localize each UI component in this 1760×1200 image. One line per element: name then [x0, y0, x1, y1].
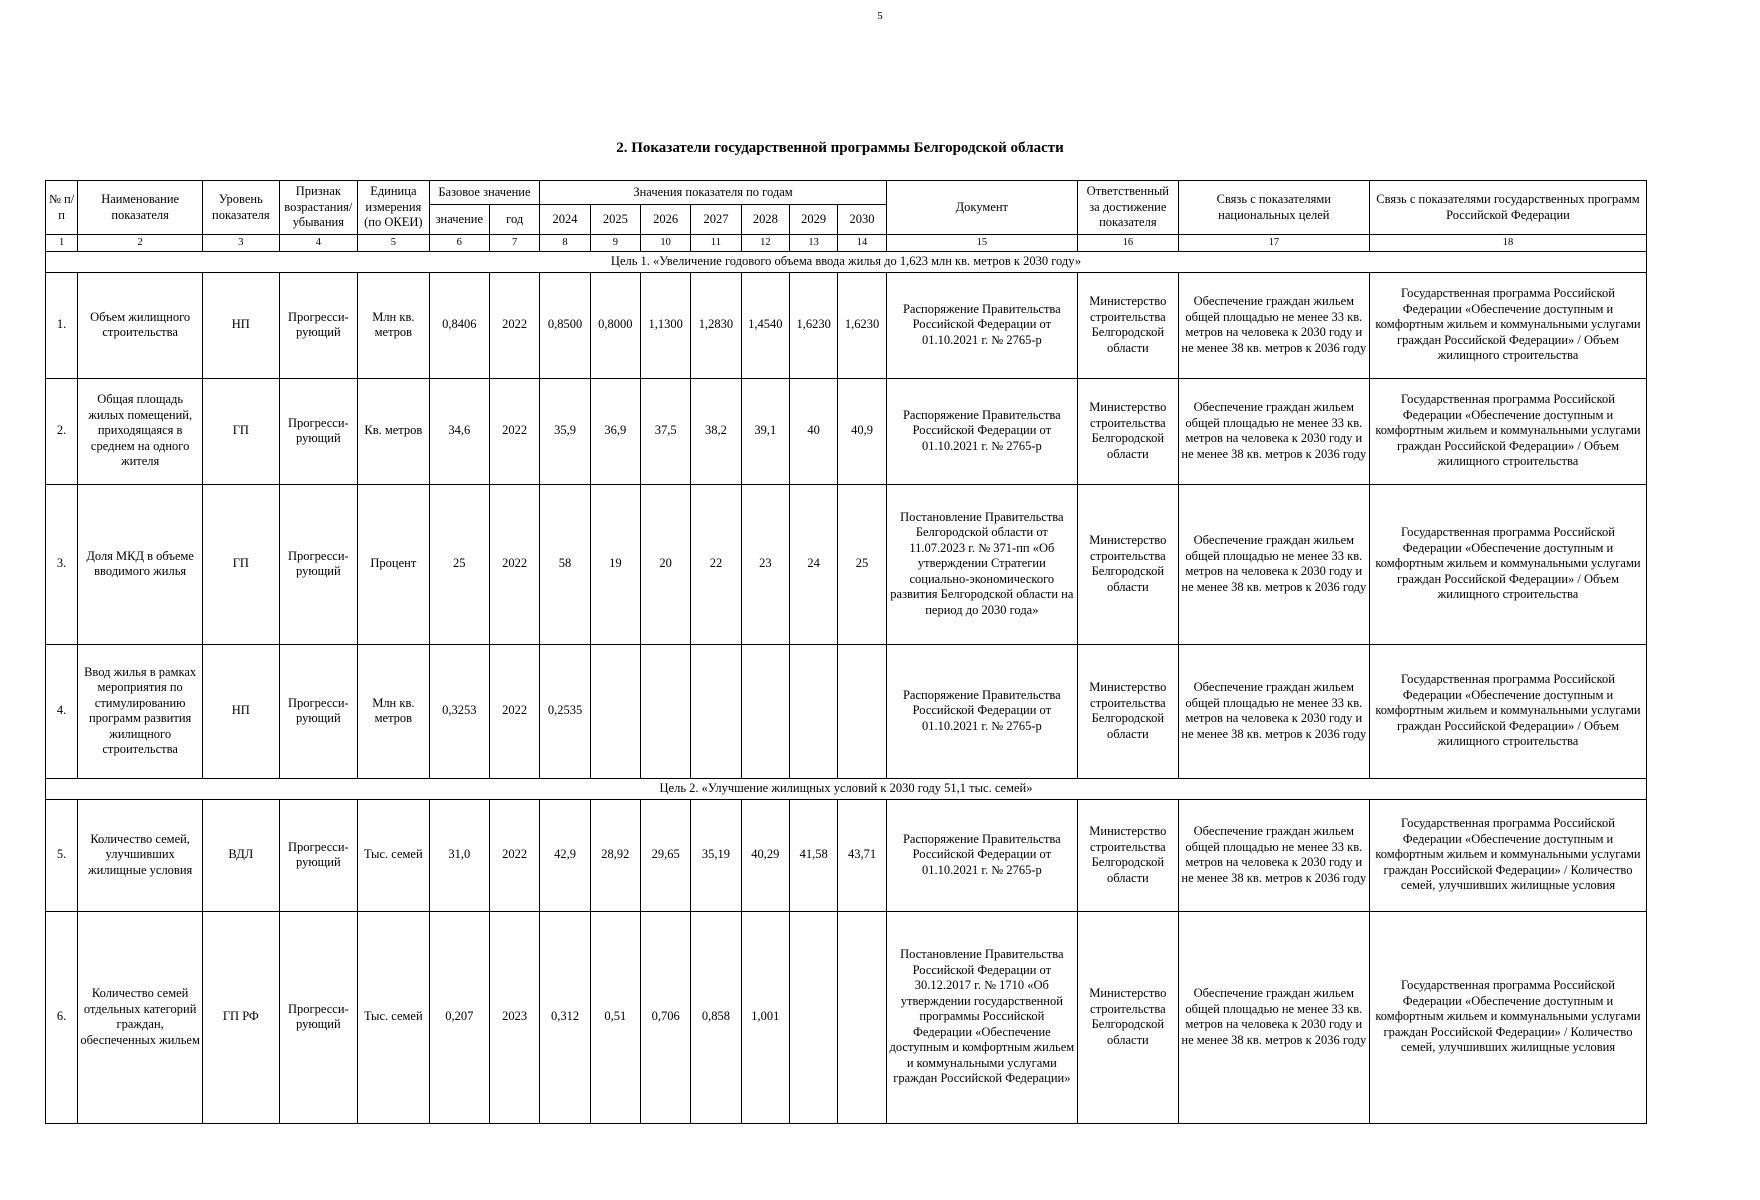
table-row [46, 911, 1647, 1123]
year-value: 28,92 [590, 799, 640, 911]
year-value: 40,29 [741, 799, 789, 911]
national-goal-link: Обеспечение граждан жильем общей площадью не менее 33 кв. метров на человека к 2030 году и не менее 38 кв. метров к 2036 году [1178, 799, 1369, 911]
responsible: Министерство строительства Белгородской области [1078, 911, 1179, 1123]
header-trend: Признак возрастания/ убывания [279, 181, 358, 235]
indicator-name: Объем жилищного строительства [78, 272, 203, 378]
row-number: 2. [46, 378, 78, 484]
federal-program-link: Государственная программа Российской Федерации «Обеспечение доступным и комфортным жильем и коммунальными услугами граждан Российской Федерации» / Количество семей, улучшивших жилищные условия [1369, 911, 1646, 1123]
header-unit: Единица измерения (по ОКЕИ) [358, 181, 429, 235]
header-row [46, 181, 1647, 205]
indicator-trend: Прогресси-рующий [279, 272, 358, 378]
header-year: 2029 [789, 205, 837, 235]
header-year: 2027 [691, 205, 741, 235]
year-value: 40 [789, 378, 837, 484]
indicators-table [45, 180, 1647, 1124]
national-goal-link: Обеспечение граждан жильем общей площадью не менее 33 кв. метров на человека к 2030 году и не менее 38 кв. метров к 2036 году [1178, 484, 1369, 644]
year-value: 58 [540, 484, 590, 644]
year-value: 40,9 [838, 378, 886, 484]
header-base-value: значение [429, 205, 489, 235]
year-value: 39,1 [741, 378, 789, 484]
column-number: 5 [358, 235, 429, 252]
column-number: 4 [279, 235, 358, 252]
year-value: 1,2830 [691, 272, 741, 378]
header-year: 2030 [838, 205, 886, 235]
national-goal-link: Обеспечение граждан жильем общей площадью не менее 33 кв. метров на человека к 2030 году и не менее 38 кв. метров к 2036 году [1178, 644, 1369, 778]
federal-program-link: Государственная программа Российской Федерации «Обеспечение доступным и комфортным жильем и коммунальными услугами граждан Российской Федерации» / Объем жилищного строительства [1369, 484, 1646, 644]
column-number: 14 [838, 235, 886, 252]
header-year: 2026 [641, 205, 691, 235]
year-value: 35,9 [540, 378, 590, 484]
header-responsible: Ответственный за достижение показателя [1078, 181, 1179, 235]
document-ref: Распоряжение Правительства Российской Федерации от 01.10.2021 г. № 2765-р [886, 799, 1077, 911]
base-year: 2022 [490, 378, 540, 484]
base-value: 0,3253 [429, 644, 489, 778]
year-value [838, 644, 886, 778]
base-year: 2022 [490, 272, 540, 378]
year-value: 0,2535 [540, 644, 590, 778]
column-number: 13 [789, 235, 837, 252]
header-year: 2025 [590, 205, 640, 235]
header-year: 2028 [741, 205, 789, 235]
document-ref: Распоряжение Правительства Российской Федерации от 01.10.2021 г. № 2765-р [886, 272, 1077, 378]
year-value: 24 [789, 484, 837, 644]
column-number: 15 [886, 235, 1077, 252]
federal-program-link: Государственная программа Российской Федерации «Обеспечение доступным и комфортным жильем и коммунальными услугами граждан Российской Федерации» / Объем жилищного строительства [1369, 378, 1646, 484]
year-value [590, 644, 640, 778]
indicator-unit: Кв. метров [358, 378, 429, 484]
federal-program-link: Государственная программа Российской Федерации «Обеспечение доступным и комфортным жильем и коммунальными услугами граждан Российской Федерации» / Объем жилищного строительства [1369, 644, 1646, 778]
column-number: 6 [429, 235, 489, 252]
document-ref: Постановление Правительства Российской Федерации от 30.12.2017 г. № 1710 «Об утверждении государственной программы Российской Федерации «Обеспечение доступным и комфортным жильем и коммунальными услугами граждан Российской Федерации» [886, 911, 1077, 1123]
header-base-year: год [490, 205, 540, 235]
base-value: 0,8406 [429, 272, 489, 378]
document-ref: Распоряжение Правительства Российской Федерации от 01.10.2021 г. № 2765-р [886, 378, 1077, 484]
year-value: 0,858 [691, 911, 741, 1123]
base-value: 34,6 [429, 378, 489, 484]
year-value: 22 [691, 484, 741, 644]
header-level: Уровень показателя [203, 181, 280, 235]
year-value [838, 911, 886, 1123]
year-value [789, 644, 837, 778]
indicator-unit: Млн кв. метров [358, 272, 429, 378]
goal-row [46, 251, 1647, 272]
table-row [46, 644, 1647, 778]
page-number: 5 [877, 10, 883, 22]
indicator-level: НП [203, 272, 280, 378]
indicator-trend: Прогресси-рующий [279, 484, 358, 644]
indicator-trend: Прогресси-рующий [279, 378, 358, 484]
goal-row [46, 778, 1647, 799]
header-national: Связь с показателями национальных целей [1178, 181, 1369, 235]
page-title: 2. Показатели государственной программы Белгородской области [616, 140, 1064, 156]
year-value: 25 [838, 484, 886, 644]
header-base: Базовое значение [429, 181, 540, 205]
national-goal-link: Обеспечение граждан жильем общей площадью не менее 33 кв. метров на человека к 2030 году и не менее 38 кв. метров к 2036 году [1178, 911, 1369, 1123]
table-row [46, 484, 1647, 644]
year-value: 1,1300 [641, 272, 691, 378]
base-year: 2023 [490, 911, 540, 1123]
row-number: 4. [46, 644, 78, 778]
year-value [741, 644, 789, 778]
indicator-name: Доля МКД в объеме вводимого жилья [78, 484, 203, 644]
indicator-name: Ввод жилья в рамках мероприятия по стимулированию программ развития жилищного строительства [78, 644, 203, 778]
indicator-level: ГП [203, 484, 280, 644]
column-number: 1 [46, 235, 78, 252]
column-number-row [46, 235, 1647, 252]
responsible: Министерство строительства Белгородской области [1078, 378, 1179, 484]
year-value: 0,312 [540, 911, 590, 1123]
column-number: 9 [590, 235, 640, 252]
year-value [691, 644, 741, 778]
table-row [46, 799, 1647, 911]
indicator-unit: Процент [358, 484, 429, 644]
year-value: 20 [641, 484, 691, 644]
year-value: 38,2 [691, 378, 741, 484]
column-number: 18 [1369, 235, 1646, 252]
goal-1-heading: Цель 1. «Увеличение годового объема ввода жилья до 1,623 млн кв. метров к 2030 году» [46, 251, 1647, 272]
base-year: 2022 [490, 644, 540, 778]
federal-program-link: Государственная программа Российской Федерации «Обеспечение доступным и комфортным жильем и коммунальными услугами граждан Российской Федерации» / Объем жилищного строительства [1369, 272, 1646, 378]
base-value: 0,207 [429, 911, 489, 1123]
federal-program-link: Государственная программа Российской Федерации «Обеспечение доступным и комфортным жильем и коммунальными услугами граждан Российской Федерации» / Количество семей, улучшивших жилищные условия [1369, 799, 1646, 911]
column-number: 2 [78, 235, 203, 252]
year-value: 35,19 [691, 799, 741, 911]
indicator-trend: Прогресси-рующий [279, 911, 358, 1123]
base-value: 31,0 [429, 799, 489, 911]
indicator-name: Количество семей, улучшивших жилищные условия [78, 799, 203, 911]
column-number: 3 [203, 235, 280, 252]
year-value: 19 [590, 484, 640, 644]
indicator-unit: Тыс. семей [358, 799, 429, 911]
row-number: 3. [46, 484, 78, 644]
national-goal-link: Обеспечение граждан жильем общей площадью не менее 33 кв. метров на человека к 2030 году и не менее 38 кв. метров к 2036 году [1178, 272, 1369, 378]
indicator-level: ГП [203, 378, 280, 484]
header-federal: Связь с показателями государственных программ Российской Федерации [1369, 181, 1646, 235]
base-value: 25 [429, 484, 489, 644]
year-value: 0,8000 [590, 272, 640, 378]
base-year: 2022 [490, 484, 540, 644]
year-value: 0,51 [590, 911, 640, 1123]
year-value: 41,58 [789, 799, 837, 911]
column-number: 16 [1078, 235, 1179, 252]
responsible: Министерство строительства Белгородской области [1078, 272, 1179, 378]
goal-2-heading: Цель 2. «Улучшение жилищных условий к 2030 году 51,1 тыс. семей» [46, 778, 1647, 799]
header-years: Значения показателя по годам [540, 181, 886, 205]
indicator-name: Количество семей отдельных категорий граждан, обеспеченных жильем [78, 911, 203, 1123]
year-value [789, 911, 837, 1123]
column-number: 12 [741, 235, 789, 252]
year-value: 37,5 [641, 378, 691, 484]
column-number: 8 [540, 235, 590, 252]
row-number: 1. [46, 272, 78, 378]
table-row [46, 272, 1647, 378]
header-name: Наименование показателя [78, 181, 203, 235]
year-value: 1,6230 [789, 272, 837, 378]
responsible: Министерство строительства Белгородской области [1078, 799, 1179, 911]
base-year: 2022 [490, 799, 540, 911]
year-value: 36,9 [590, 378, 640, 484]
column-number: 11 [691, 235, 741, 252]
row-number: 5. [46, 799, 78, 911]
document-ref: Распоряжение Правительства Российской Федерации от 01.10.2021 г. № 2765-р [886, 644, 1077, 778]
table-row [46, 378, 1647, 484]
column-number: 10 [641, 235, 691, 252]
indicator-unit: Млн кв. метров [358, 644, 429, 778]
indicator-trend: Прогресси-рующий [279, 799, 358, 911]
indicator-trend: Прогресси-рующий [279, 644, 358, 778]
year-value: 43,71 [838, 799, 886, 911]
header-num: № п/п [46, 181, 78, 235]
year-value: 29,65 [641, 799, 691, 911]
header-document: Документ [886, 181, 1077, 235]
header-year: 2024 [540, 205, 590, 235]
row-number: 6. [46, 911, 78, 1123]
indicator-unit: Тыс. семей [358, 911, 429, 1123]
year-value: 0,706 [641, 911, 691, 1123]
responsible: Министерство строительства Белгородской области [1078, 644, 1179, 778]
year-value: 1,4540 [741, 272, 789, 378]
year-value: 1,6230 [838, 272, 886, 378]
year-value [641, 644, 691, 778]
column-number: 17 [1178, 235, 1369, 252]
indicator-name: Общая площадь жилых помещений, приходящаяся в среднем на одного жителя [78, 378, 203, 484]
responsible: Министерство строительства Белгородской области [1078, 484, 1179, 644]
national-goal-link: Обеспечение граждан жильем общей площадью не менее 33 кв. метров на человека к 2030 году и не менее 38 кв. метров к 2036 году [1178, 378, 1369, 484]
year-value: 42,9 [540, 799, 590, 911]
column-number: 7 [490, 235, 540, 252]
indicator-level: ГП РФ [203, 911, 280, 1123]
document-ref: Постановление Правительства Белгородской области от 11.07.2023 г. № 371-пп «Об утверждении Стратегии социально-экономического развития Белгородской области на период до 2030 года» [886, 484, 1077, 644]
year-value: 1,001 [741, 911, 789, 1123]
year-value: 0,8500 [540, 272, 590, 378]
indicator-level: НП [203, 644, 280, 778]
year-value: 23 [741, 484, 789, 644]
indicator-level: ВДЛ [203, 799, 280, 911]
